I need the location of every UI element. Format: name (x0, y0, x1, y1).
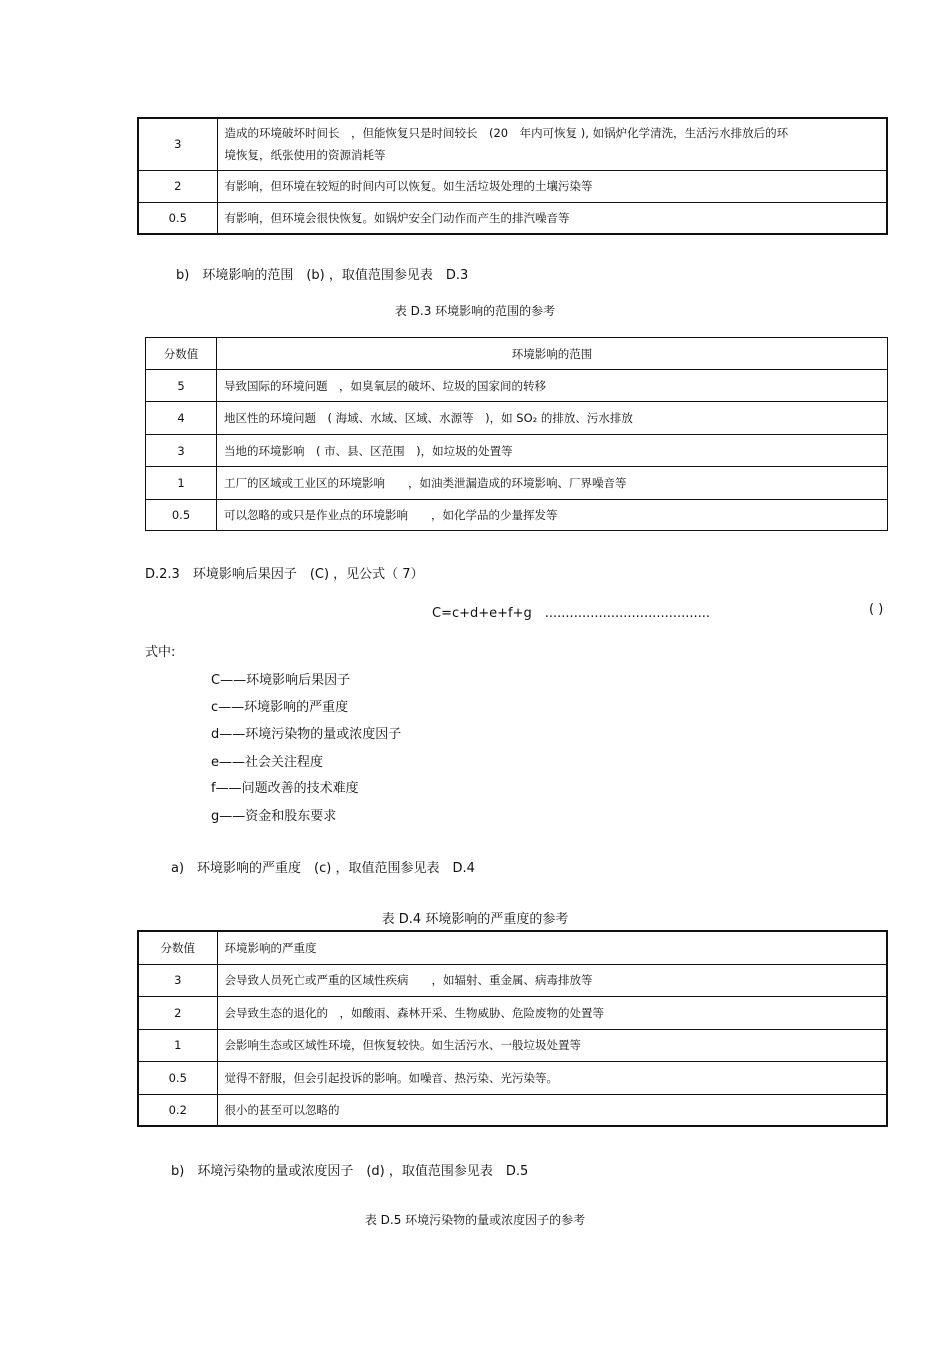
description-cell: 会导致生态的退化的 ，如酸雨、森林开采、生物威胁、危险废物的处置等 (217, 996, 887, 1029)
header-description: 环境影响的范围 (217, 338, 888, 370)
description-cell: 地区性的环境问题 ( 海域、水域、区域、水源等 )，如 SO₂ 的排放、污水排放 (217, 402, 888, 435)
table-row (146, 402, 888, 435)
description-cell (217, 118, 887, 170)
section-heading-d23: D.2.3 环境影响后果因子 (C) ，见公式（ 7） (145, 567, 424, 582)
table-row (138, 1061, 887, 1094)
table-row (138, 1094, 887, 1126)
description-cell: 觉得不舒服，但会引起投诉的影响。如噪音、热污染、光污染等。 (217, 1061, 887, 1094)
description-cell: 可以忽略的或只是作业点的环境影响 ，如化学品的少量挥发等 (217, 500, 888, 531)
definition-item: e——社会关注程度 (211, 755, 323, 770)
where-label: 式中: (145, 645, 176, 660)
score-cell: 2 (138, 996, 217, 1029)
table-d5-caption: 表 D.5 环境污染物的量或浓度因子的参考 (364, 1213, 586, 1227)
score-cell: 1 (138, 1029, 217, 1061)
table-row (138, 202, 887, 234)
description-cell: 很小的甚至可以忽略的 (217, 1094, 887, 1126)
table-d4-caption: 表 D.4 环境影响的严重度的参考 (381, 912, 569, 927)
score-cell: 0.5 (138, 202, 217, 234)
description-cell: 会影响生态或区域性环境，但恢复较快。如生活污水、一般垃圾处置等 (217, 1029, 887, 1061)
table-row (138, 170, 887, 202)
formula-number: ( ) (869, 602, 884, 617)
description-cell: 当地的环境影响 ( 市、县、区范围 )，如垃圾的处置等 (217, 435, 888, 467)
table-row (146, 370, 888, 402)
table-row (138, 996, 887, 1029)
header-score: 分数值 (146, 338, 217, 370)
header-score: 分数值 (138, 931, 217, 964)
score-cell: 3 (146, 435, 217, 467)
score-cell: 5 (146, 370, 217, 402)
table-row (146, 500, 888, 531)
score-cell: 3 (138, 118, 217, 170)
score-cell: 0.5 (138, 1061, 217, 1094)
table-header-row (138, 931, 887, 964)
table-row (146, 467, 888, 500)
score-cell: 2 (138, 170, 217, 202)
table-row (138, 964, 887, 996)
score-cell: 0.2 (138, 1094, 217, 1126)
table-row (146, 435, 888, 467)
table-d2-continued (137, 117, 888, 235)
definition-item: C——环境影响后果因子 (211, 673, 351, 688)
definition-item: c——环境影响的严重度 (211, 700, 349, 715)
definition-item: d——环境污染物的量或浓度因子 (211, 727, 402, 742)
score-cell: 4 (146, 402, 217, 435)
table-row (138, 1029, 887, 1061)
table-d3-caption: 表 D.3 环境影响的范围的参考 (394, 304, 556, 318)
description-cell: 有影响，但环境在较短的时间内可以恢复。如生活垃圾处理的土壤污染等 (217, 170, 887, 202)
description-cell: 导致国际的环境问题 ，如臭氧层的破坏、垃圾的国家间的转移 (217, 370, 888, 402)
score-cell: 3 (138, 964, 217, 996)
description-line: 造成的环境破坏时间长 ，但能恢复只是时间较长 (20 年内可恢复 ), 如锅炉化学清洗，生活污水排放后的环 (224, 126, 789, 141)
definition-item: f——问题改善的技术难度 (211, 781, 359, 796)
definition-item: g——资金和股东要求 (211, 809, 337, 824)
paragraph-range: b) 环境影响的范围 (b) ，取值范围参见表 D.3 (176, 268, 469, 283)
table-row (138, 118, 887, 170)
table-d4 (137, 930, 888, 1127)
table-header-row (146, 338, 888, 370)
score-cell: 1 (146, 467, 217, 500)
score-cell: 0.5 (146, 500, 217, 531)
table-d3 (145, 337, 888, 531)
paragraph-pollutant: b) 环境污染物的量或浓度因子 (d) ，取值范围参见表 D.5 (171, 1164, 529, 1179)
description-cell: 有影响，但环境会很快恢复。如锅炉安全门动作而产生的排汽噪音等 (217, 202, 887, 234)
description-cell: 工厂的区域或工业区的环境影响 ，如油类泄漏造成的环境影响、厂界噪音等 (217, 467, 888, 500)
header-description: 环境影响的严重度 (217, 931, 887, 964)
paragraph-severity: a) 环境影响的严重度 (c) ，取值范围参见表 D.4 (171, 861, 475, 876)
description-line: 境恢复，纸张使用的资源消耗等 (224, 148, 386, 163)
description-cell: 会导致人员死亡或严重的区域性疾病 ，如辐射、重金属、病毒排放等 (217, 964, 887, 996)
formula: C=c+d+e+f+g ........................................ (432, 606, 711, 621)
